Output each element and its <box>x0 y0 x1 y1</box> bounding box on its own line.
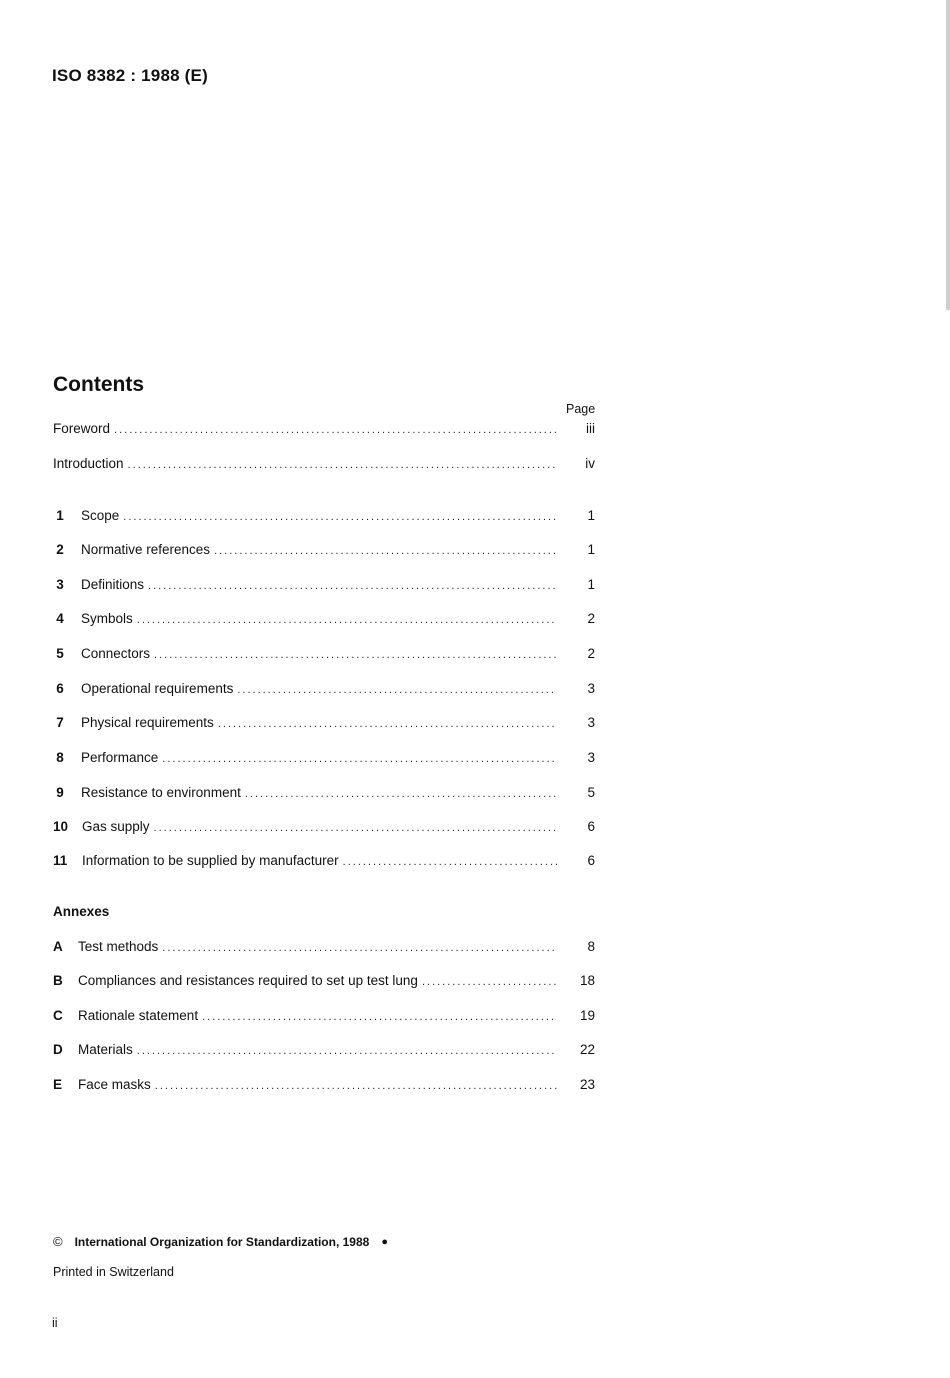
annex-letter: D <box>53 1042 63 1057</box>
annex-letter: A <box>53 939 63 954</box>
toc-label: Resistance to environment <box>81 785 241 800</box>
toc-entry-section-1[interactable] <box>53 508 595 530</box>
toc-label: Physical requirements <box>81 715 214 730</box>
scan-edge <box>946 0 950 310</box>
toc-label: Symbols <box>81 611 133 626</box>
dot-leader <box>154 822 557 834</box>
contents-title: Contents <box>53 373 144 396</box>
toc-page-number: 3 <box>587 750 595 765</box>
section-number: 2 <box>56 542 64 557</box>
dot-leader <box>162 942 557 954</box>
toc-page-number: 1 <box>587 542 595 557</box>
section-number: 11 <box>53 853 68 868</box>
toc-page-number: 19 <box>579 1008 595 1023</box>
toc-label: Compliances and resistances required to set up test lung <box>78 973 418 988</box>
toc-page-number: 23 <box>579 1077 595 1092</box>
dot-leader <box>422 976 557 988</box>
section-number: 3 <box>56 577 64 592</box>
toc-entry-annex-b[interactable] <box>53 973 595 995</box>
toc-label: Scope <box>81 508 120 523</box>
copyright-icon: © <box>53 1234 63 1249</box>
toc-label: Test methods <box>78 939 159 954</box>
toc-page-number: 1 <box>587 577 595 592</box>
toc-label: Connectors <box>81 646 151 661</box>
toc-page-number: 5 <box>587 785 595 800</box>
toc-entry-foreword[interactable] <box>53 421 595 443</box>
dot-leader <box>162 753 557 765</box>
dot-leader <box>148 580 557 592</box>
toc-entry-introduction[interactable] <box>53 456 595 478</box>
section-number: 9 <box>56 785 64 800</box>
copyright-text: International Organization for Standardization, 1988 <box>74 1234 370 1249</box>
bullet-icon: ● <box>381 1235 388 1248</box>
toc-label: Performance <box>81 750 159 765</box>
page-folio: ii <box>52 1316 58 1330</box>
dot-leader <box>245 788 557 800</box>
toc-label: Materials <box>78 1042 133 1057</box>
toc-entry-section-2[interactable] <box>53 542 595 564</box>
annexes-heading: Annexes <box>53 904 110 919</box>
section-number: 6 <box>56 681 64 696</box>
toc-label: Information to be supplied by manufacturer <box>82 853 339 868</box>
toc-entry-section-6[interactable] <box>53 681 595 703</box>
toc-entry-annex-d[interactable] <box>53 1042 595 1064</box>
dot-leader <box>123 511 557 523</box>
annex-letter: E <box>53 1077 63 1092</box>
section-number: 5 <box>56 646 64 661</box>
toc-entry-annex-e[interactable] <box>53 1077 595 1099</box>
annex-letter: B <box>53 973 63 988</box>
toc-entry-section-8[interactable] <box>53 750 595 772</box>
toc-page-number: 2 <box>587 611 595 626</box>
toc-label: Face masks <box>78 1077 151 1092</box>
dot-leader <box>218 718 557 730</box>
toc-page-number: 3 <box>587 715 595 730</box>
section-number: 1 <box>56 508 64 523</box>
printed-in: Printed in Switzerland <box>53 1265 174 1279</box>
toc-page-number: 22 <box>579 1042 595 1057</box>
toc-label: Definitions <box>81 577 145 592</box>
dot-leader <box>137 1045 557 1057</box>
dot-leader <box>237 684 557 696</box>
section-number: 4 <box>56 611 64 626</box>
toc-page-number: 6 <box>587 819 595 834</box>
dot-leader <box>343 856 557 868</box>
toc-entry-section-3[interactable] <box>53 577 595 599</box>
dot-leader <box>114 424 557 436</box>
section-number: 7 <box>56 715 64 730</box>
toc-page-number: 6 <box>587 853 595 868</box>
toc-entry-annex-a[interactable] <box>53 939 595 961</box>
dot-leader <box>202 1011 557 1023</box>
document-id: ISO 8382 : 1988 (E) <box>52 66 208 85</box>
dot-leader <box>128 459 557 471</box>
toc-entry-section-5[interactable] <box>53 646 595 668</box>
toc-page-number: 3 <box>587 681 595 696</box>
toc-label: Gas supply <box>82 819 150 834</box>
toc-label: Operational requirements <box>81 681 234 696</box>
toc-entry-section-9[interactable] <box>53 785 595 807</box>
toc-entry-section-10[interactable] <box>53 819 595 841</box>
annex-letter: C <box>53 1008 63 1023</box>
page-column-heading: Page <box>566 402 596 416</box>
section-number: 10 <box>53 819 69 834</box>
toc-page-number: 2 <box>587 646 595 661</box>
toc-entry-annex-c[interactable] <box>53 1008 595 1030</box>
dot-leader <box>155 1080 557 1092</box>
toc-entry-section-7[interactable] <box>53 715 595 737</box>
toc-page-number: 8 <box>587 939 595 954</box>
toc-page-number: 1 <box>587 508 595 523</box>
toc-label: Introduction <box>53 456 124 471</box>
dot-leader <box>154 649 557 661</box>
section-number: 8 <box>56 750 64 765</box>
toc-page-number: 18 <box>579 973 595 988</box>
copyright-line <box>53 1234 388 1249</box>
dot-leader <box>137 614 557 626</box>
dot-leader <box>214 545 557 557</box>
toc-page-number: iv <box>585 456 595 471</box>
toc-label: Rationale statement <box>78 1008 199 1023</box>
toc-label: Normative references <box>81 542 211 557</box>
toc-entry-section-11[interactable] <box>53 853 595 875</box>
toc-entry-section-4[interactable] <box>53 611 595 633</box>
toc-label: Foreword <box>53 421 111 436</box>
toc-page-number: iii <box>586 421 595 436</box>
